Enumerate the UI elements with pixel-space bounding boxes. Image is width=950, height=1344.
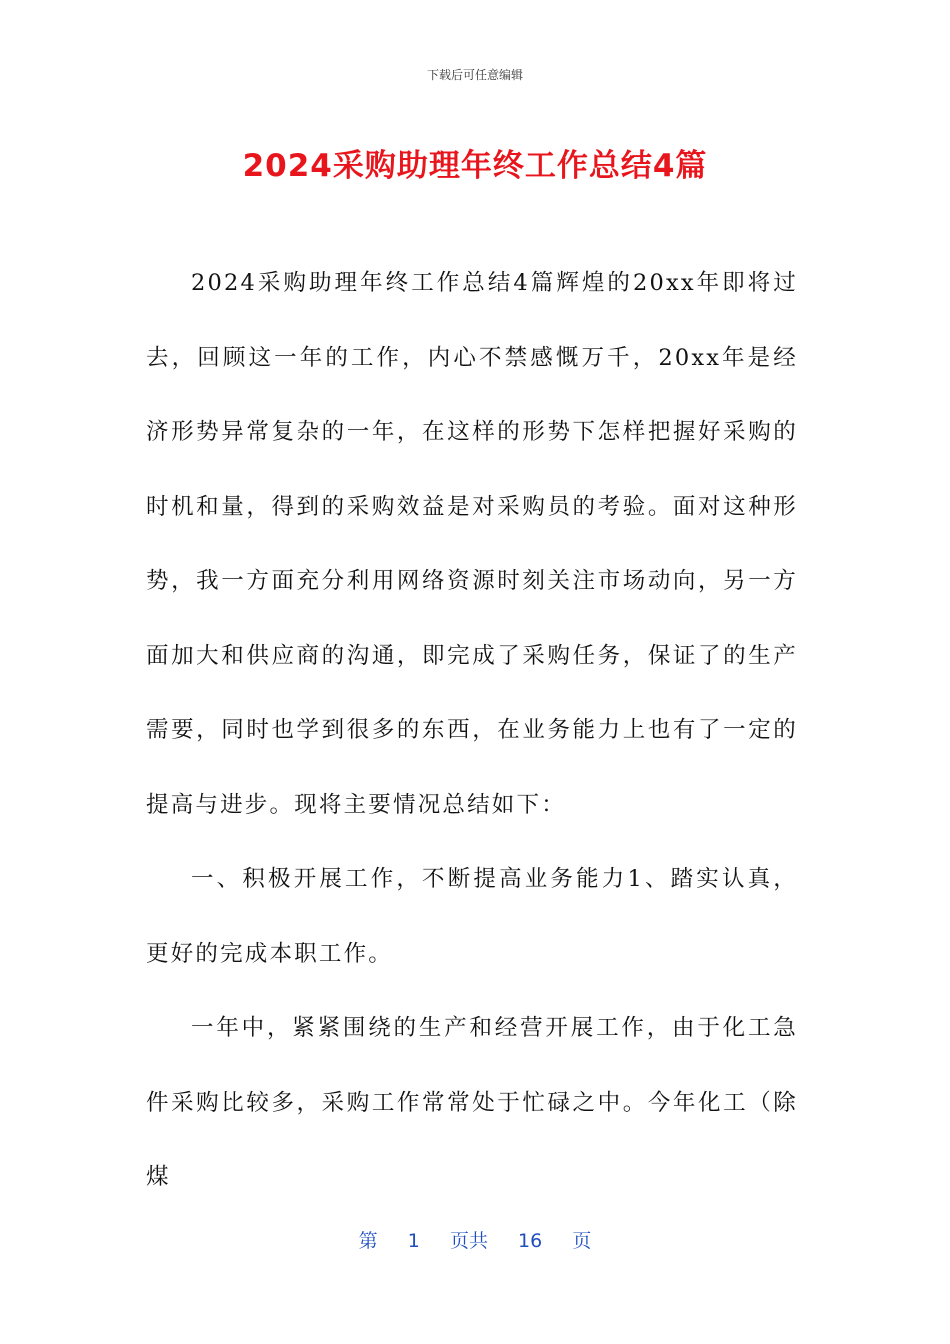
footer-page-suffix: 页: [572, 1230, 592, 1252]
page-footer: [0, 1226, 950, 1253]
footer-page-label: 第: [358, 1230, 378, 1252]
paragraph: 2024采购助理年终工作总结4篇辉煌的20xx年即将过去，回顾这一年的工作，内心不禁感慨万千，20xx年是经济形势异常复杂的一年，在这样的形势下怎样把握好采购的时机和量，得到的采购效益是对采购员的考验。面对这种形势，我一方面充分利用网络资源时刻关注市场动向，另一方面加大和供应商的沟通，即完成了采购任务，保证了的生产需要，同时也学到很多的东西，在业务能力上也有了一定的提高与进步。现将主要情况总结如下：: [146, 270, 798, 818]
document-body: [146, 246, 798, 1215]
footer-of-label: 页共: [449, 1230, 488, 1252]
footer-total-pages: 16: [518, 1230, 543, 1252]
footer-page-number: 1: [407, 1230, 420, 1252]
paragraph: 一年中，紧紧围绕的生产和经营开展工作，由于化工急件采购比较多，采购工作常常处于忙碌之中。今年化工（除煤: [146, 1015, 798, 1190]
paragraph: 一、积极开展工作，不断提高业务能力1、踏实认真，更好的完成本职工作。: [146, 866, 798, 967]
header-note: 下载后可任意编辑: [426, 68, 523, 82]
document-title: 2024采购助理年终工作总结4篇: [242, 148, 708, 184]
